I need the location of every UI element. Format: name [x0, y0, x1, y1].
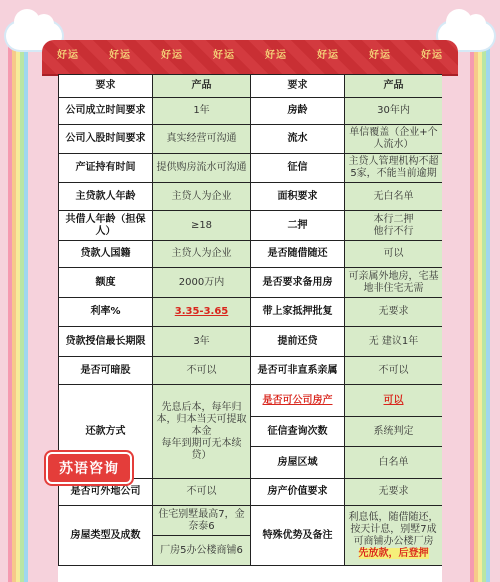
row-label: 特殊优势及备注: [251, 506, 345, 566]
rainbow-stripes-left: [8, 40, 30, 582]
row-label: 共借人年龄（担保人）: [59, 211, 153, 241]
row-value: 主贷人为企业: [153, 241, 251, 268]
row-label: 产证持有时间: [59, 154, 153, 183]
company-property-label: 是否可公司房产: [262, 394, 333, 406]
row-label: 公司成立时间要求: [59, 98, 153, 125]
row-value: 3年: [153, 327, 251, 357]
row-label: 流水: [251, 125, 345, 154]
row-value: 真实经营可沟通: [153, 125, 251, 154]
row-value: 可亲属外地房，宅基地非住宅无需: [345, 268, 443, 298]
row-label: 是否可暗股: [59, 357, 153, 385]
row-label: 二押: [251, 211, 345, 241]
table-row: [59, 154, 443, 183]
row-value: 无要求: [345, 479, 443, 506]
company-property-value: 可以: [383, 394, 404, 406]
banner-text: 好运: [265, 50, 287, 61]
table-row: [59, 268, 443, 298]
banner-text: 好运: [369, 50, 391, 61]
highlight-note: 先放款，后登押: [358, 547, 429, 559]
row-value: 厂房5办公楼商铺6: [153, 536, 251, 566]
table-row: [59, 327, 443, 357]
row-value: 无要求: [345, 298, 443, 327]
row-label: 征信查询次数: [251, 417, 345, 447]
row-label: 房屋类型及成数: [59, 506, 153, 566]
table-header-row: [59, 75, 443, 98]
table-row: [59, 241, 443, 268]
table-row: [59, 183, 443, 211]
row-label: 提前还贷: [251, 327, 345, 357]
watermark-stamp: 苏语咨询: [46, 452, 132, 484]
row-label: 是否随借随还: [251, 241, 345, 268]
row-label: 是否要求备用房: [251, 268, 345, 298]
table-row: [59, 385, 443, 417]
header-product: 产品: [153, 75, 251, 98]
row-label: 还款方式: [59, 385, 153, 479]
row-value: 不可以: [153, 357, 251, 385]
row-value: 无白名单: [345, 183, 443, 211]
banner-text: 好运: [213, 50, 235, 61]
table-row: [59, 298, 443, 327]
table-row: [59, 211, 443, 241]
banner-text: 好运: [421, 50, 443, 61]
row-value: 住宅别墅最高7，金奈泰6: [153, 506, 251, 536]
product-table: [58, 74, 442, 582]
row-value: 提供购房流水可沟通: [153, 154, 251, 183]
row-label: 利率%: [59, 298, 153, 327]
header-product: 产品: [345, 75, 443, 98]
row-value: 主贷人管理机构不超5家，不能当前逾期: [345, 154, 443, 183]
table-row: [59, 506, 443, 536]
row-value: 不可以: [153, 479, 251, 506]
row-value: 无 建议1年: [345, 327, 443, 357]
row-value: 主贷人为企业: [153, 183, 251, 211]
row-value: 先息后本，每年归本，归本当天可提取本金 每年到期可无本续贷）: [153, 385, 251, 479]
row-label: 房龄: [251, 98, 345, 125]
banner-text: 好运: [109, 50, 131, 61]
row-value: 30年内: [345, 98, 443, 125]
row-label: 主贷款人年龄: [59, 183, 153, 211]
rainbow-stripes-right: [470, 40, 492, 582]
interest-rate-value: 3.35-3.65: [174, 306, 229, 317]
row-label: 是否可外地公司: [59, 479, 153, 506]
row-label: 房产价值要求: [251, 479, 345, 506]
header-requirement: 要求: [59, 75, 153, 98]
red-banner: [42, 40, 458, 74]
row-value: 单信覆盖（企业+个人流水）: [345, 125, 443, 154]
row-label: 面积要求: [251, 183, 345, 211]
table-row: [59, 357, 443, 385]
row-label: 是否可非直系亲属: [251, 357, 345, 385]
banner-text: 好运: [57, 50, 79, 61]
row-value: 1年: [153, 98, 251, 125]
row-value: 本行二押 他行不行: [345, 211, 443, 241]
row-value: 利息低，随借随还，按天计息，别墅7成可商铺办公楼厂房: [348, 511, 439, 547]
row-label: 房屋区域: [251, 447, 345, 479]
row-label: 贷款授信最长期限: [59, 327, 153, 357]
row-value: 系统判定: [345, 417, 443, 447]
header-requirement: 要求: [251, 75, 345, 98]
row-value: 不可以: [345, 357, 443, 385]
row-label: 公司入股时间要求: [59, 125, 153, 154]
row-label: 额度: [59, 268, 153, 298]
row-label: 征信: [251, 154, 345, 183]
row-value: 白名单: [345, 447, 443, 479]
banner-text: 好运: [161, 50, 183, 61]
row-value: 2000万内: [153, 268, 251, 298]
row-label: 带上家抵押批复: [251, 298, 345, 327]
table-row: [59, 98, 443, 125]
table-row: [59, 125, 443, 154]
row-label: 贷款人国籍: [59, 241, 153, 268]
row-value: 可以: [345, 241, 443, 268]
banner-text: 好运: [317, 50, 339, 61]
row-value: ≥18: [153, 211, 251, 241]
